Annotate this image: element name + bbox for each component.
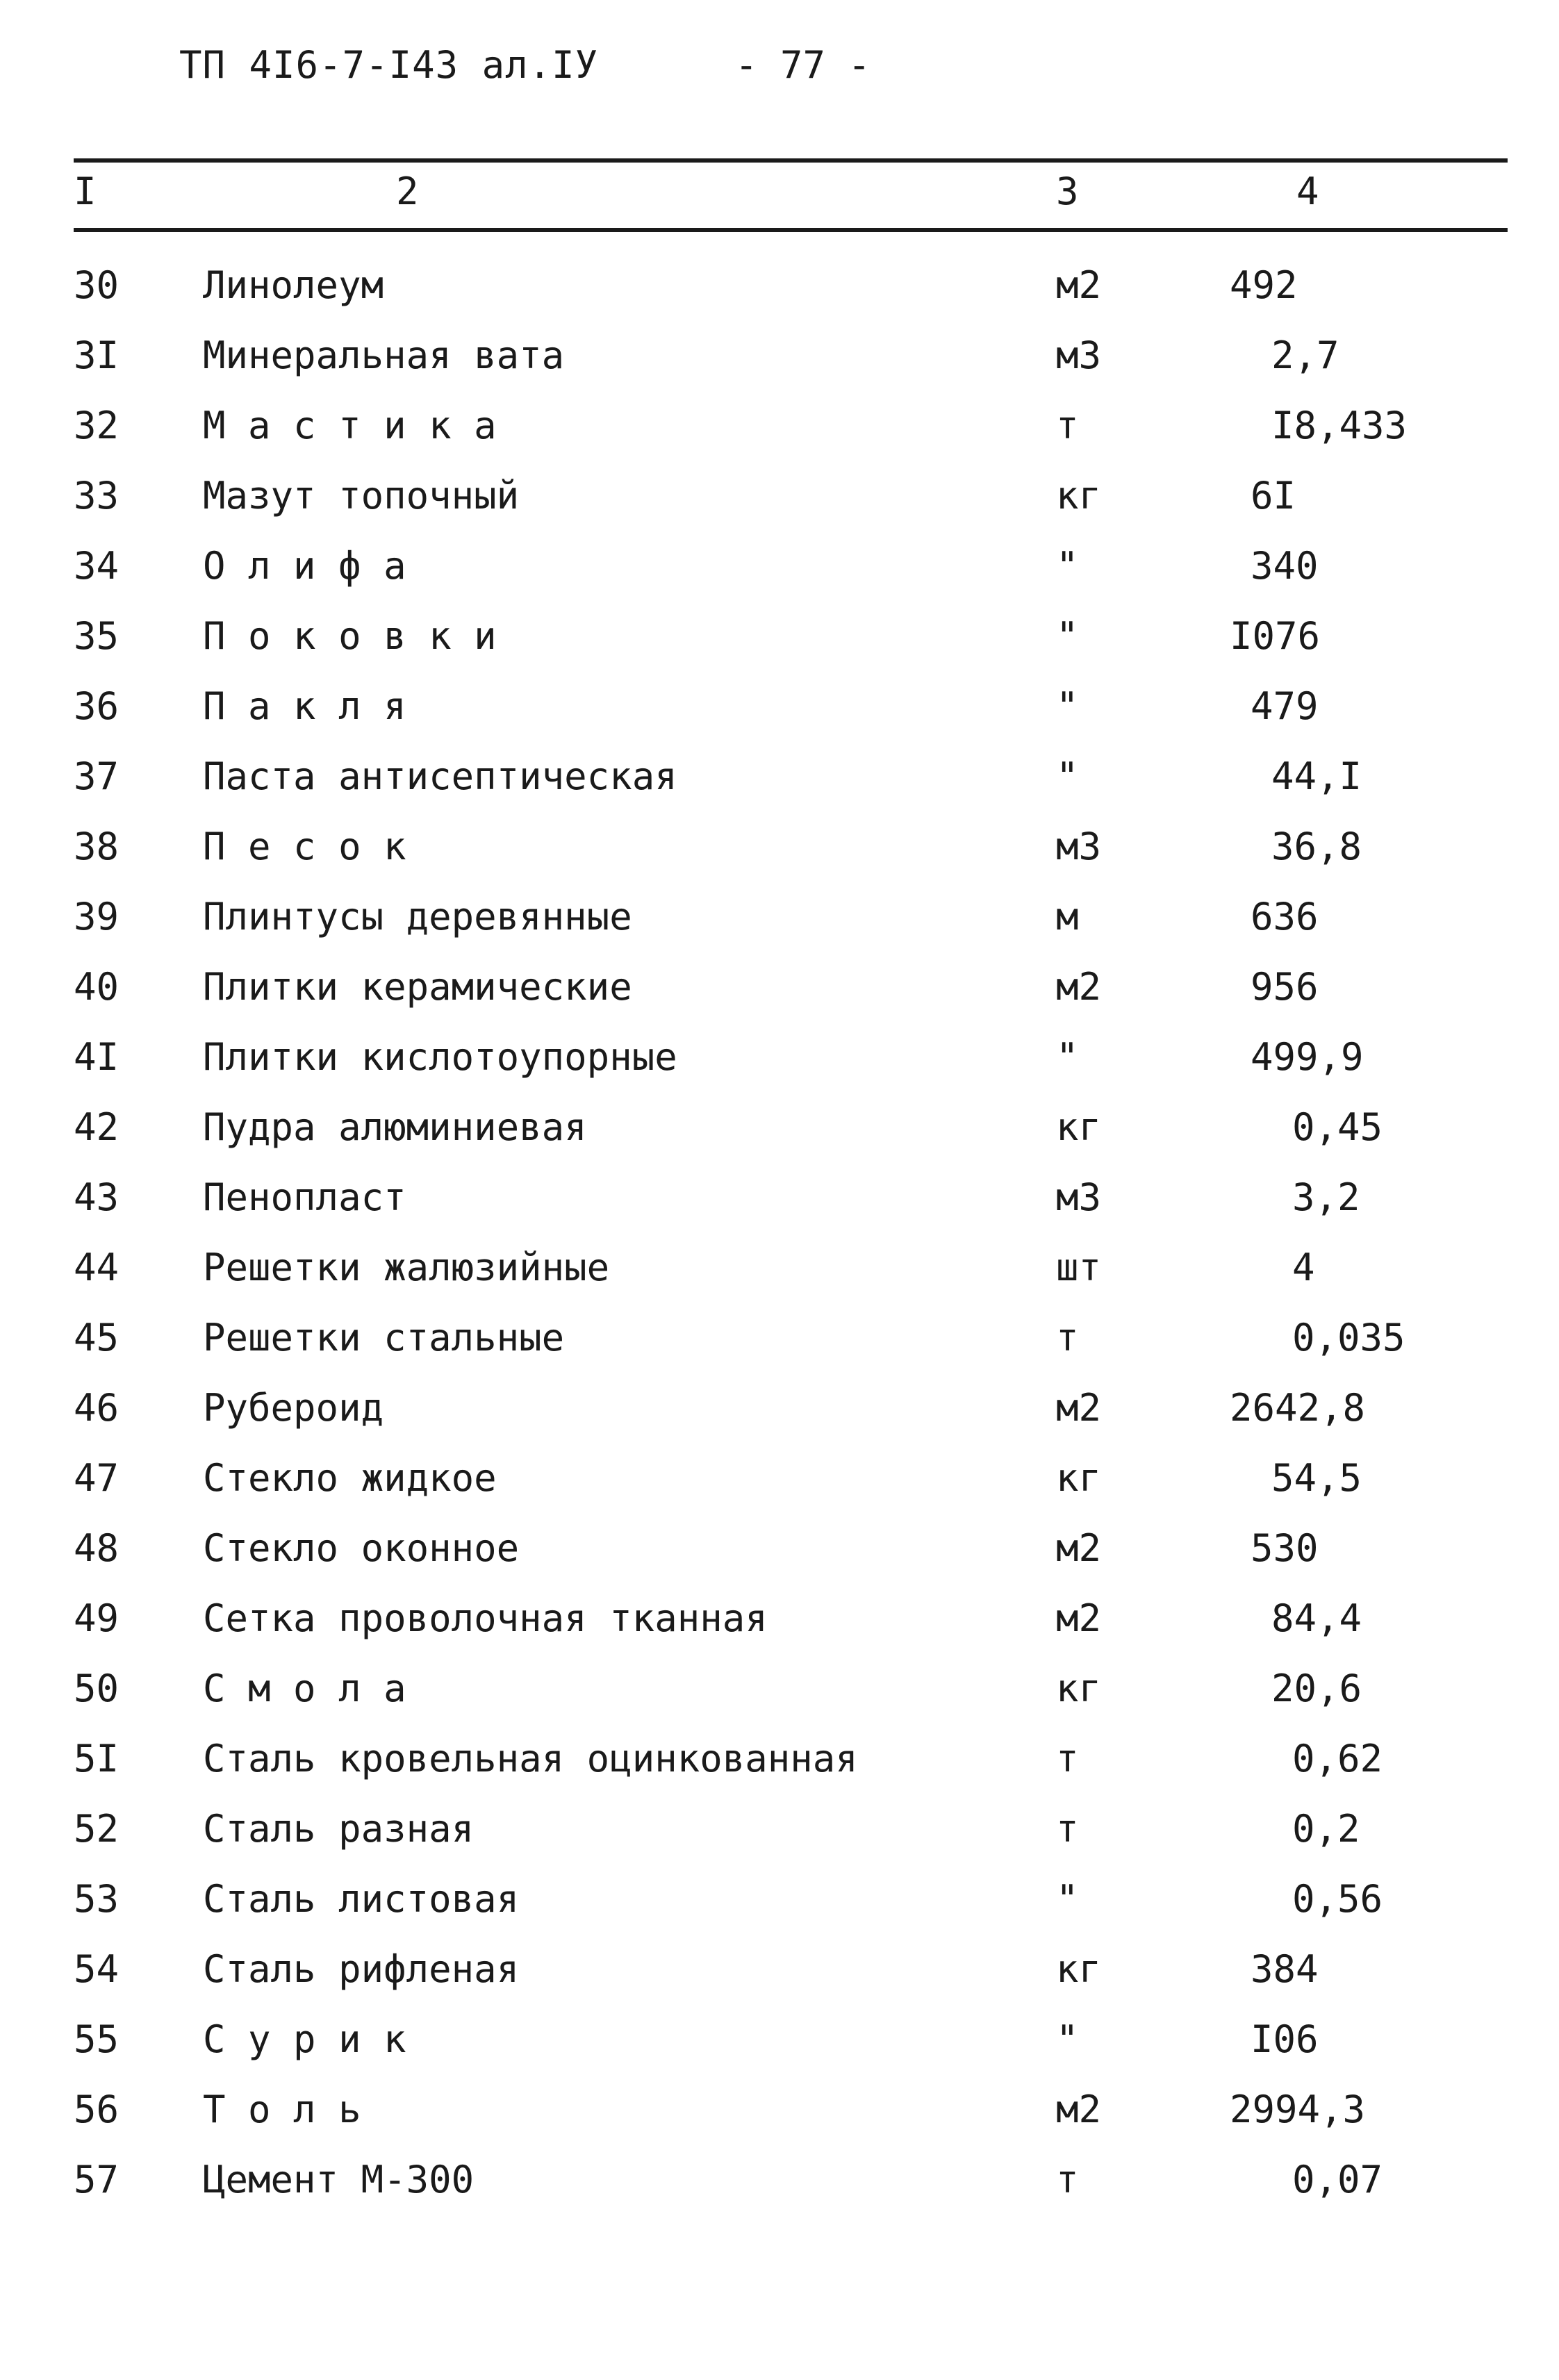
quantity: 6I — [1251, 474, 1296, 518]
table-row — [0, 811, 1559, 882]
unit-of-measure: кг — [1056, 1105, 1102, 1149]
quantity: 0,07 — [1292, 2158, 1383, 2201]
quantity: 340 — [1251, 544, 1319, 588]
material-name: Сетка проволочная тканная — [203, 1596, 768, 1640]
unit-of-measure: " — [1056, 684, 1079, 728]
column-header-3: 3 — [1056, 170, 1079, 213]
table-row — [0, 2004, 1559, 2074]
material-name: О л и ф а — [203, 544, 406, 588]
quantity: 636 — [1251, 895, 1319, 939]
quantity: 3,2 — [1292, 1175, 1360, 1219]
material-name: С м о л а — [203, 1667, 406, 1710]
row-number: 45 — [74, 1316, 119, 1360]
material-name: Сталь разная — [203, 1807, 475, 1851]
material-name: М а с т и к а — [203, 404, 497, 447]
table-row — [0, 1232, 1559, 1303]
column-header-2: 2 — [396, 170, 419, 213]
quantity: 20,6 — [1271, 1667, 1362, 1710]
table-row — [0, 1653, 1559, 1724]
table-row — [0, 531, 1559, 601]
quantity: 0,45 — [1292, 1105, 1383, 1149]
material-name: Стекло жидкое — [203, 1456, 497, 1500]
unit-of-measure: м2 — [1056, 1386, 1102, 1430]
table-top-rule — [74, 158, 1508, 163]
material-name: Плитки кислотоупорные — [203, 1035, 677, 1079]
table-row — [0, 882, 1559, 952]
material-name: С у р и к — [203, 2017, 406, 2061]
unit-of-measure: м3 — [1056, 333, 1102, 377]
unit-of-measure: " — [1056, 1035, 1079, 1079]
table-header-rule — [74, 228, 1508, 232]
row-number: 3I — [74, 333, 119, 377]
material-name: Рубероид — [203, 1386, 384, 1430]
unit-of-measure: шт — [1056, 1246, 1102, 1289]
quantity: I06 — [1251, 2017, 1319, 2061]
quantity: 84,4 — [1271, 1596, 1362, 1640]
unit-of-measure: т — [1056, 1737, 1079, 1780]
row-number: 53 — [74, 1877, 119, 1921]
quantity: 0,035 — [1292, 1316, 1405, 1360]
row-number: 48 — [74, 1526, 119, 1570]
table-row — [0, 1162, 1559, 1232]
row-number: 52 — [74, 1807, 119, 1851]
unit-of-measure: " — [1056, 544, 1079, 588]
quantity: 2994,3 — [1230, 2088, 1366, 2131]
material-name: Т о л ь — [203, 2088, 361, 2131]
quantity: 384 — [1251, 1947, 1319, 1991]
table-row — [0, 1513, 1559, 1583]
unit-of-measure: м2 — [1056, 965, 1102, 1009]
table-row — [0, 250, 1559, 320]
table-row — [0, 390, 1559, 461]
table-row — [0, 461, 1559, 531]
table-row — [0, 1934, 1559, 2004]
row-number: 35 — [74, 614, 119, 658]
row-number: 5I — [74, 1737, 119, 1780]
material-name: Сталь листовая — [203, 1877, 520, 1921]
material-name: Линолеум — [203, 263, 384, 307]
material-name: П о к о в к и — [203, 614, 497, 658]
table-row — [0, 952, 1559, 1022]
material-name: Пенопласт — [203, 1175, 406, 1219]
unit-of-measure: " — [1056, 614, 1079, 658]
quantity: I076 — [1230, 614, 1321, 658]
page-number: - 77 - — [735, 43, 871, 87]
row-number: 36 — [74, 684, 119, 728]
quantity: I8,433 — [1271, 404, 1408, 447]
quantity: 499,9 — [1251, 1035, 1364, 1079]
row-number: 55 — [74, 2017, 119, 2061]
row-number: 54 — [74, 1947, 119, 1991]
row-number: 40 — [74, 965, 119, 1009]
unit-of-measure: м2 — [1056, 2088, 1102, 2131]
unit-of-measure: м2 — [1056, 1526, 1102, 1570]
row-number: 57 — [74, 2158, 119, 2201]
row-number: 30 — [74, 263, 119, 307]
column-header-1: I — [74, 170, 97, 213]
document-reference: ТП 4I6-7-I43 ал.IУ — [179, 43, 599, 87]
quantity: 54,5 — [1271, 1456, 1362, 1500]
row-number: 44 — [74, 1246, 119, 1289]
unit-of-measure: кг — [1056, 1947, 1102, 1991]
table-row — [0, 1092, 1559, 1162]
row-number: 4I — [74, 1035, 119, 1079]
table-row — [0, 1794, 1559, 1864]
material-name: П е с о к — [203, 825, 406, 868]
column-header-4: 4 — [1296, 170, 1319, 213]
table-row — [0, 1373, 1559, 1443]
material-name: Сталь кровельная оцинкованная — [203, 1737, 858, 1780]
unit-of-measure: т — [1056, 1316, 1079, 1360]
material-name: Цемент М-300 — [203, 2158, 475, 2201]
table-row — [0, 1443, 1559, 1513]
unit-of-measure: кг — [1056, 474, 1102, 518]
row-number: 46 — [74, 1386, 119, 1430]
row-number: 50 — [74, 1667, 119, 1710]
unit-of-measure: т — [1056, 404, 1079, 447]
material-name: Пудра алюминиевая — [203, 1105, 587, 1149]
row-number: 37 — [74, 754, 119, 798]
table-row — [0, 1303, 1559, 1373]
material-name: Плитки керамические — [203, 965, 632, 1009]
material-name: Решетки жалюзийные — [203, 1246, 610, 1289]
row-number: 34 — [74, 544, 119, 588]
row-number: 43 — [74, 1175, 119, 1219]
unit-of-measure: т — [1056, 1807, 1079, 1851]
material-name: Решетки стальные — [203, 1316, 565, 1360]
row-number: 47 — [74, 1456, 119, 1500]
unit-of-measure: " — [1056, 754, 1079, 798]
unit-of-measure: кг — [1056, 1667, 1102, 1710]
table-row — [0, 671, 1559, 741]
material-name: П а к л я — [203, 684, 406, 728]
unit-of-measure: м3 — [1056, 1175, 1102, 1219]
row-number: 33 — [74, 474, 119, 518]
table-row — [0, 320, 1559, 390]
table-row — [0, 1022, 1559, 1092]
unit-of-measure: м — [1056, 895, 1079, 939]
quantity: 2642,8 — [1230, 1386, 1366, 1430]
table-row — [0, 1583, 1559, 1653]
unit-of-measure: м3 — [1056, 825, 1102, 868]
quantity: 956 — [1251, 965, 1319, 1009]
row-number: 42 — [74, 1105, 119, 1149]
quantity: 479 — [1251, 684, 1319, 728]
material-name: Паста антисептическая — [203, 754, 677, 798]
material-name: Стекло оконное — [203, 1526, 520, 1570]
quantity: 0,2 — [1292, 1807, 1360, 1851]
material-name: Минеральная вата — [203, 333, 565, 377]
table-row — [0, 2074, 1559, 2145]
unit-of-measure: м2 — [1056, 1596, 1102, 1640]
row-number: 49 — [74, 1596, 119, 1640]
table-row — [0, 601, 1559, 671]
quantity: 0,56 — [1292, 1877, 1383, 1921]
quantity: 2,7 — [1271, 333, 1339, 377]
quantity: 492 — [1230, 263, 1298, 307]
quantity: 44,I — [1271, 754, 1362, 798]
table-row — [0, 2145, 1559, 2215]
materials-table — [0, 250, 1559, 2215]
unit-of-measure: кг — [1056, 1456, 1102, 1500]
unit-of-measure: " — [1056, 2017, 1079, 2061]
table-row — [0, 1864, 1559, 1934]
row-number: 38 — [74, 825, 119, 868]
unit-of-measure: м2 — [1056, 263, 1102, 307]
row-number: 56 — [74, 2088, 119, 2131]
unit-of-measure: " — [1056, 1877, 1079, 1921]
unit-of-measure: т — [1056, 2158, 1079, 2201]
table-row — [0, 741, 1559, 811]
material-name: Плинтусы деревянные — [203, 895, 632, 939]
quantity: 0,62 — [1292, 1737, 1383, 1780]
quantity: 4 — [1292, 1246, 1315, 1289]
material-name: Сталь рифленая — [203, 1947, 520, 1991]
row-number: 39 — [74, 895, 119, 939]
material-name: Мазут топочный — [203, 474, 520, 518]
quantity: 36,8 — [1271, 825, 1362, 868]
quantity: 530 — [1251, 1526, 1319, 1570]
row-number: 32 — [74, 404, 119, 447]
table-row — [0, 1724, 1559, 1794]
